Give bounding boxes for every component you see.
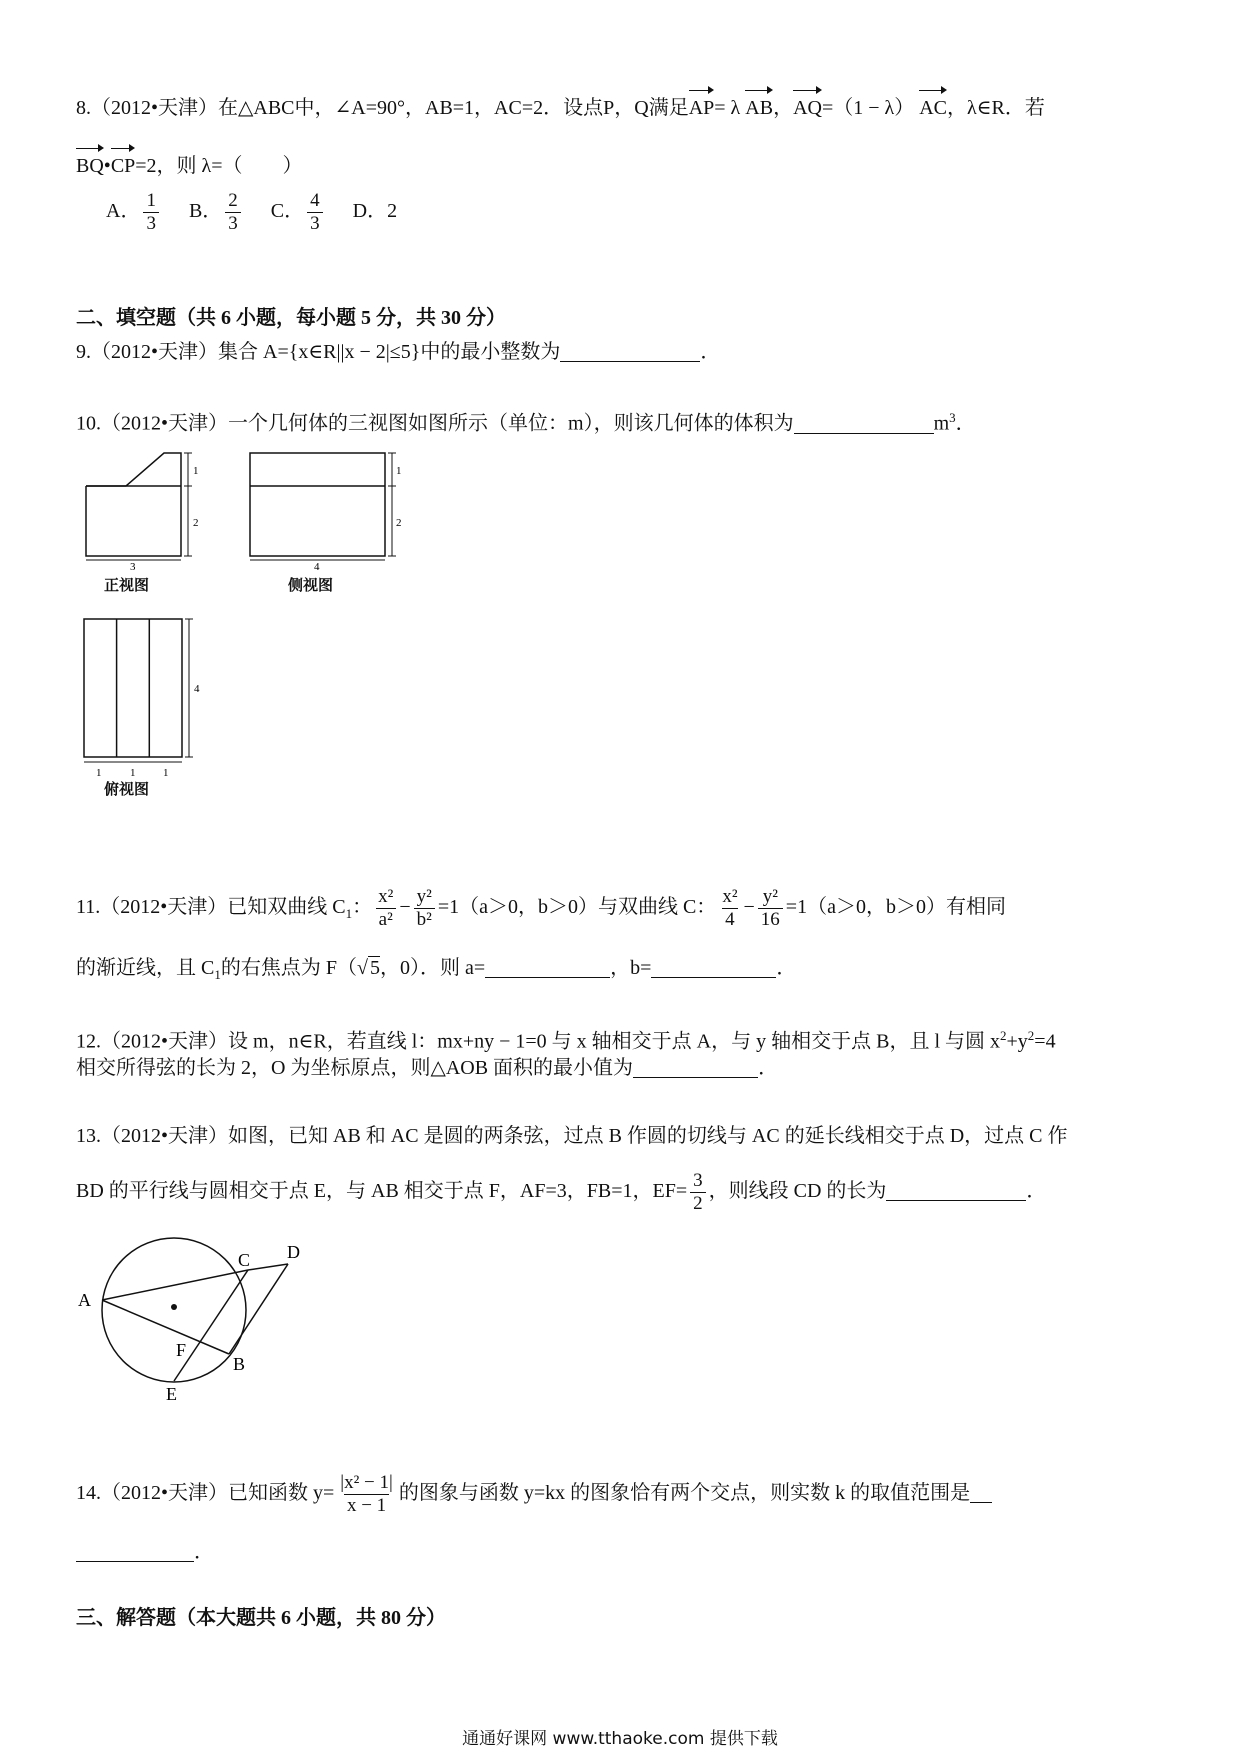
- answer-blank[interactable]: [886, 1180, 1026, 1201]
- dim-label: 1: [396, 465, 402, 477]
- top-view-figure: [76, 614, 216, 804]
- section-3-heading: 三、解答题（本大题共 6 小题，共 80 分）: [76, 1607, 446, 1629]
- side-view-figure: [246, 448, 406, 596]
- vector-ac: AC: [919, 88, 947, 122]
- vector-bq: BQ: [76, 146, 104, 180]
- point-label-b: B: [233, 1354, 246, 1374]
- dim-label: 1: [193, 465, 199, 477]
- question-13-line2: BD 的平行线与圆相交于点 E，与 AB 相交于点 F，AF=3，FB=1，EF= $\frac{3}{2}$ ，则线段 CD 的长为 ．: [76, 1170, 1047, 1214]
- point-label-f: F: [176, 1340, 187, 1360]
- dim-label: 4: [194, 683, 200, 695]
- question-10: 10.（2012•天津）一个几何体的三视图如图所示（单位：m），则该几何体的体积为 $m^3$．: [76, 410, 976, 435]
- question-14-line2: ．: [76, 1538, 214, 1566]
- section-2-heading: 二、填空题（共 6 小题，每小题 5 分，共 30 分）: [76, 307, 506, 329]
- option-b: B． $\frac{2}{3}$: [189, 190, 244, 235]
- answer-blank[interactable]: [970, 1482, 992, 1503]
- front-view-caption: 正视图: [104, 576, 150, 594]
- point-label-a: A: [78, 1290, 91, 1310]
- vector-aq: AQ: [793, 88, 822, 122]
- answer-blank[interactable]: [560, 341, 700, 362]
- option-c: C． $\frac{4}{3}$: [271, 190, 326, 235]
- question-11-line1: 11.（2012•天津）已知双曲线 $C_1$： $\frac{\text{x²}}{\text{a²}}$ − $\frac{\text{y²}}{\text{b²}}$ =1（a＞0，b＞0）与双曲线 C： $\frac{\text{x²}}{4}$ − $\frac{\text{y²}}{16}$ =1（a＞0，b＞0）有相同: [76, 886, 1006, 930]
- page-footer: 通通好课网 www.tthaoke.com 提供下载: [462, 1729, 778, 1749]
- answer-blank[interactable]: [794, 413, 934, 434]
- option-d: D．2: [352, 200, 398, 223]
- dim-label: 2: [193, 517, 199, 529]
- dim-label: 1: [163, 767, 169, 779]
- question-9: 9.（2012•天津）集合 A={x∈R||x − 2|≤5}中的最小整数为 ．: [76, 341, 721, 363]
- answer-blank-a[interactable]: [485, 957, 610, 978]
- point-label-e: E: [166, 1384, 177, 1404]
- circle-figure: [76, 1236, 316, 1406]
- dim-label: 1: [130, 767, 136, 779]
- question-12-line2: 相交所得弦的长为 2，O 为坐标原点，则△AOB 面积的最小值为 ．: [76, 1057, 779, 1079]
- point-label-c: C: [238, 1250, 251, 1270]
- option-a: A． $\frac{1}{3}$: [106, 190, 162, 235]
- side-view-caption: 侧视图: [288, 576, 334, 594]
- vector-cp: CP: [111, 146, 135, 180]
- dim-label: 3: [130, 561, 136, 573]
- vector-ap: AP: [689, 88, 715, 122]
- question-8-line2: BQ•CP=2，则 λ=（ ）: [76, 146, 303, 180]
- question-12-line1: 12.（2012•天津）设 m，n∈R，若直线 l：mx+ny − 1=0 与 x 轴相交于点 A，与 y 轴相交于点 B，且 l 与圆 $x^2+y^2=4$: [76, 1028, 1056, 1053]
- question-13-line1: 13.（2012•天津）如图，已知 AB 和 AC 是圆的两条弦，过点 B 作圆的切线与 AC 的延长线相交于点 D，过点 C 作: [76, 1125, 1068, 1147]
- answer-blank-b[interactable]: [651, 957, 776, 978]
- question-8-options: [106, 190, 419, 235]
- front-view-figure: [76, 448, 206, 596]
- dim-label: 1: [96, 767, 102, 779]
- answer-blank-cont[interactable]: [76, 1541, 194, 1562]
- question-8-line1: 8.（2012•天津）在△ABC中，∠A=90°，AB=1，AC=2．设点P，Q满足AP= λ AB，AQ=（1 − λ） AC，λ∈R．若: [76, 88, 1045, 122]
- vector-ab: AB: [745, 88, 773, 122]
- dim-label: 4: [314, 561, 320, 573]
- question-14-line1: 14.（2012•天津）已知函数 y= $\frac{\text{|x² − 1|}}{x - 1}$ 的图象与函数 y=kx 的图象恰有两个交点，则实数 k 的取值范围是: [76, 1472, 992, 1517]
- top-view-caption: 俯视图: [104, 780, 150, 798]
- dim-label: 2: [396, 517, 402, 529]
- answer-blank[interactable]: [633, 1057, 758, 1078]
- point-label-d: D: [287, 1242, 300, 1262]
- question-11-line2: 的渐近线，且 $C_1$的右焦点为 F（√ 5，0）．则 a= ，b= ．: [76, 957, 797, 982]
